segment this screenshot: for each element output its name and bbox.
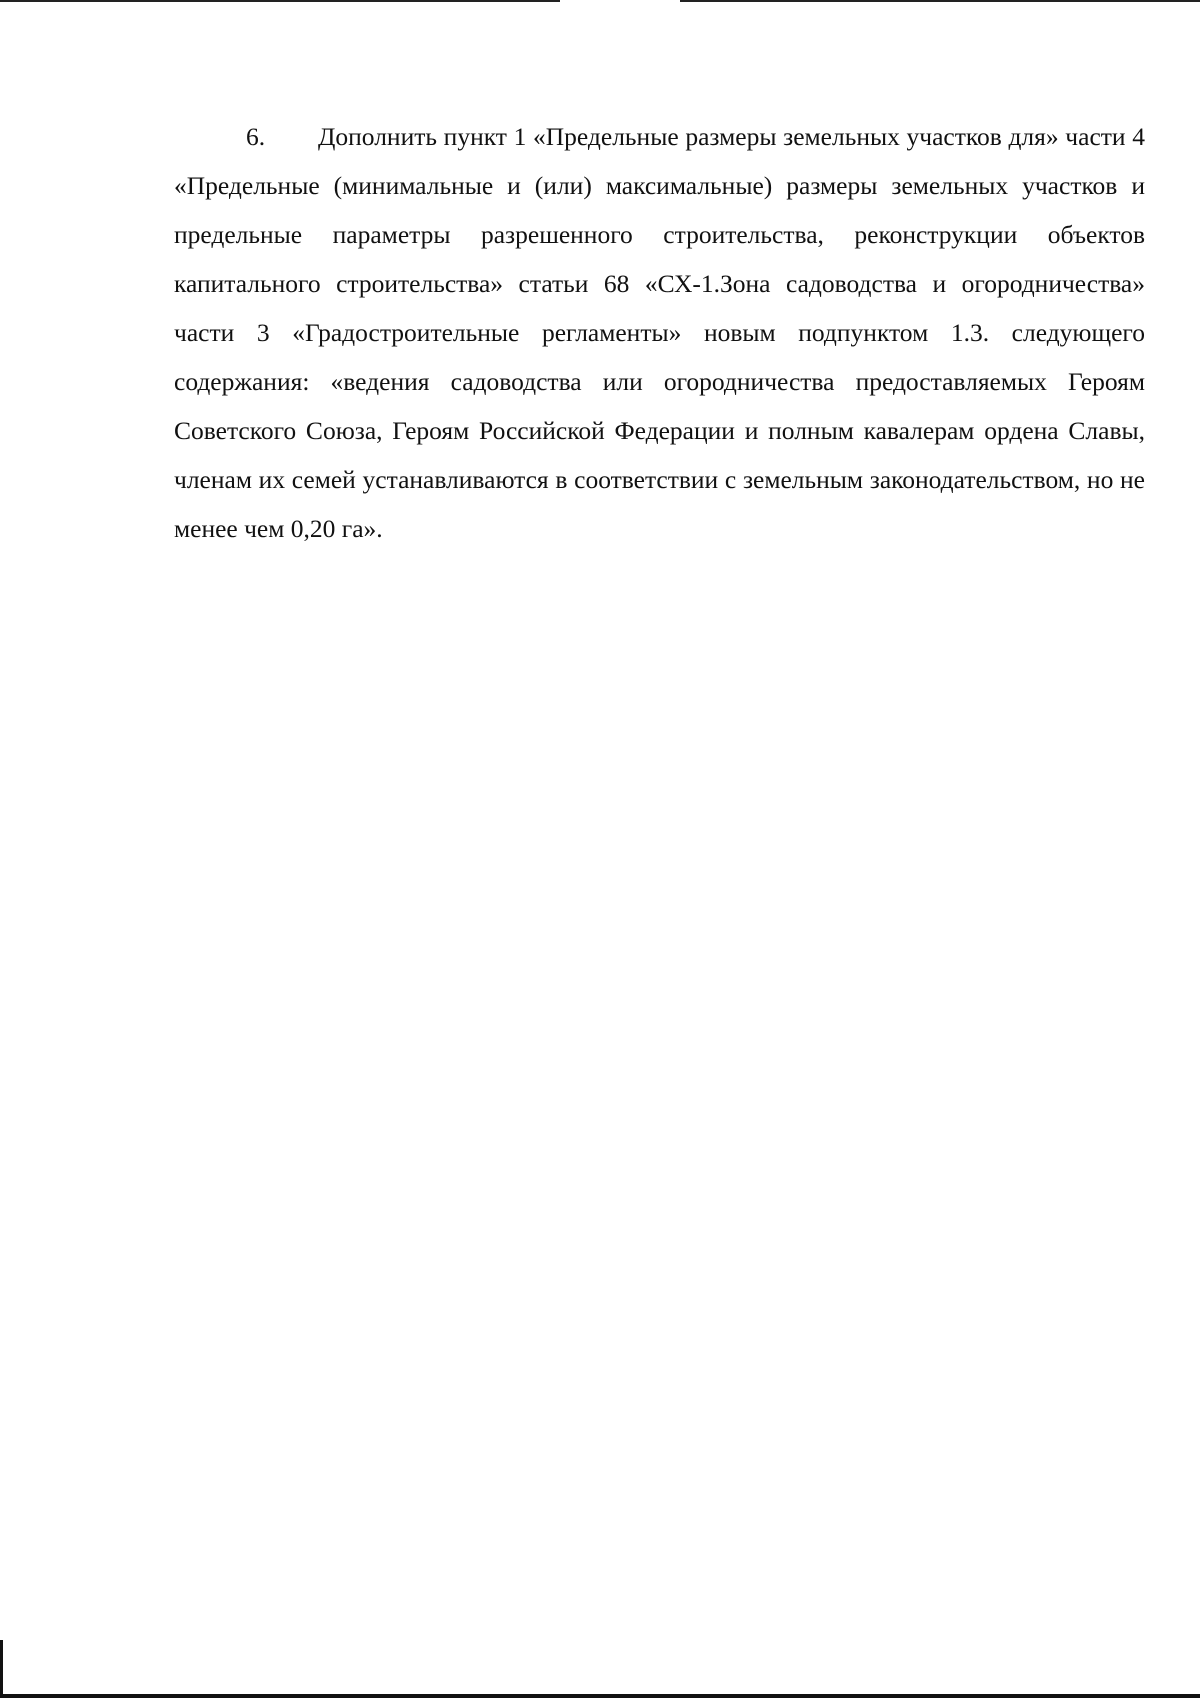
- item-number: 6.: [246, 122, 266, 151]
- amendment-item-6: [174, 112, 1145, 553]
- item-text: Дополнить пункт 1 «Предельные размеры земельных участков для» части 4 «Предельные (минимальные и (или) максимальные) размеры земельных участков и предельные параметры разрешенного строительства, реконструкции объектов капитального строительства» статьи 68 «СХ-1.Зона садоводства и огородничества» части 3 «Градостроительные регламенты» новым подпунктом 1.3. следующего содержания: «ведения садоводства или огородничества предоставляемых Героям Советского Союза, Героям Российской Федерации и полным кавалерам ордена Славы, членам их семей устанавливаются в соответствии с земельным законодательством, но не менее чем 0,20 га».: [174, 122, 1145, 543]
- scan-edge-gap: [560, 0, 680, 2]
- document-page: [174, 112, 1145, 553]
- scan-edge-bottom: [0, 1694, 1200, 1698]
- scan-edge-left: [0, 1640, 3, 1698]
